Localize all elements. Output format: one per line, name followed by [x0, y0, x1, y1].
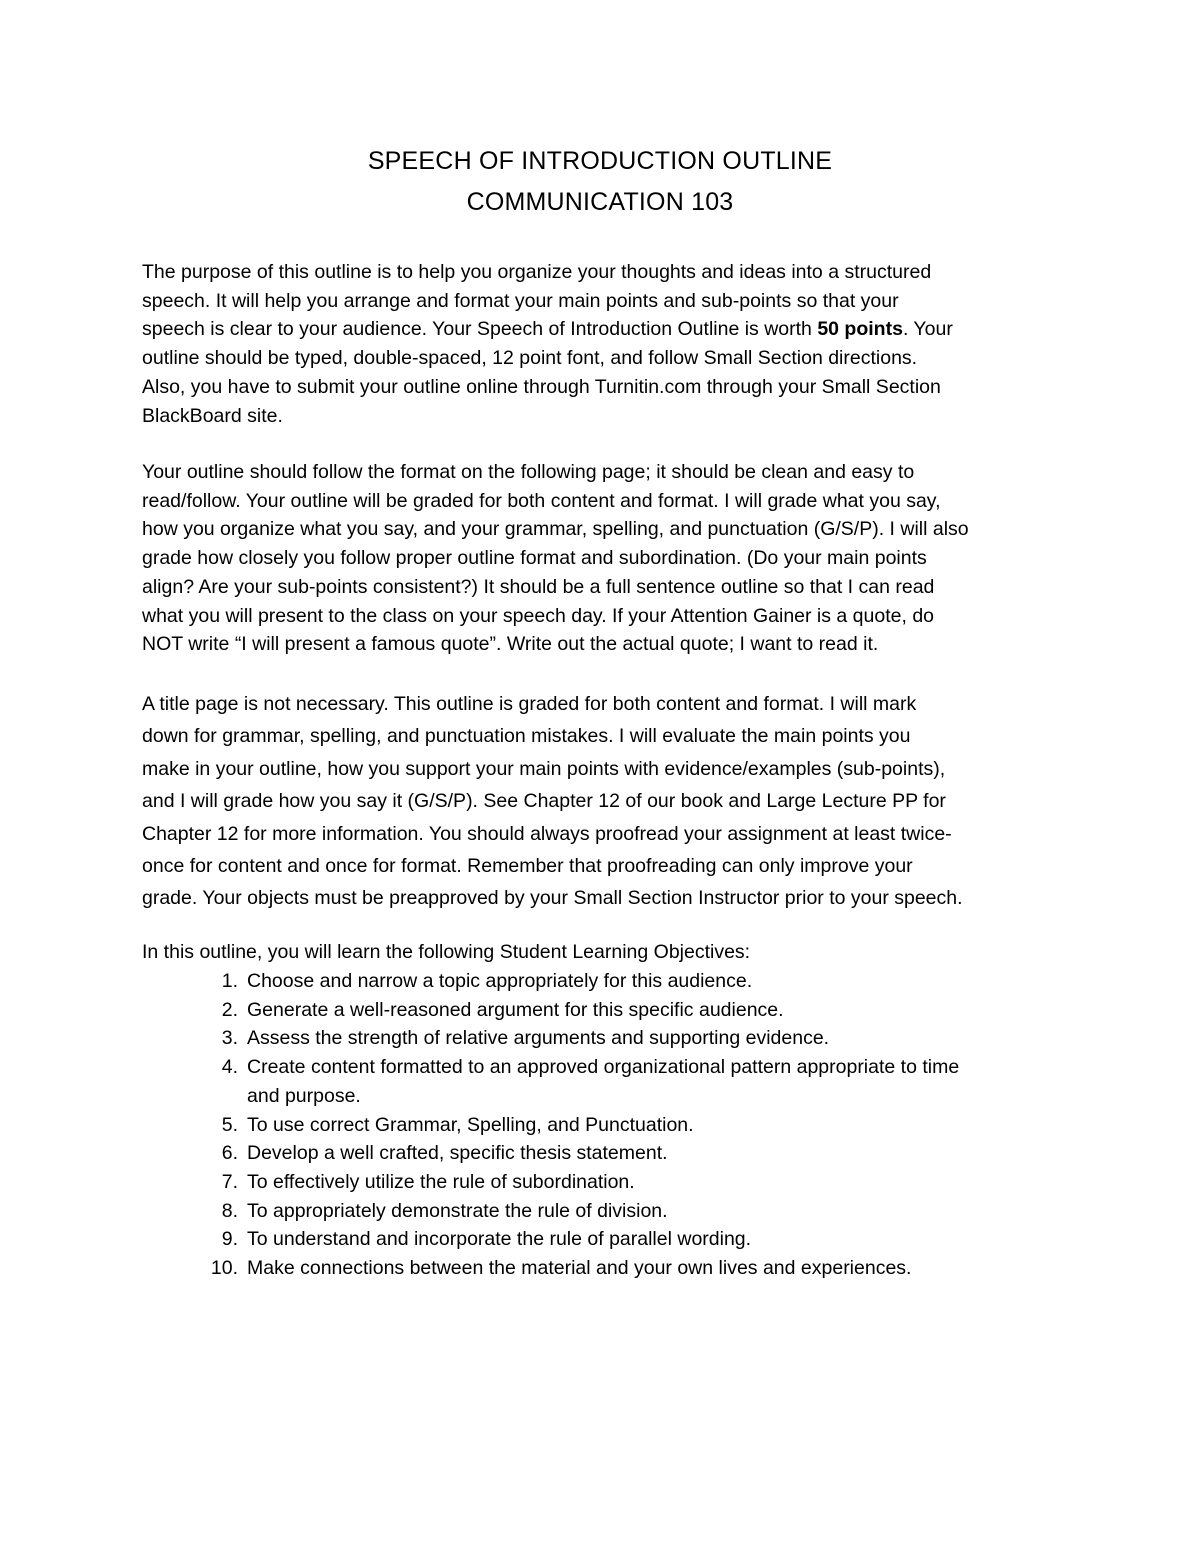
paragraph-line: and I will grade how you say it (G/S/P). See Chapter 12 of our book and Large Lecture PP for — [142, 790, 946, 813]
list-number: 4. — [221, 1056, 238, 1079]
list-item-text: Generate a well-reasoned argument for this specific audience. — [247, 998, 784, 1021]
objectives-list — [142, 967, 1062, 1283]
list-item — [142, 1197, 1062, 1226]
list-item-continuation: and purpose. — [247, 1084, 361, 1107]
list-item-text: Create content formatted to an approved organizational pattern appropriate to time — [247, 1056, 960, 1079]
list-item-text: Choose and narrow a topic appropriately for this audience. — [247, 970, 753, 992]
objectives-intro — [142, 938, 1062, 967]
paragraph-text: speech is clear to your audience. Your Speech of Introduction Outline is worth — [142, 318, 818, 341]
paragraph-line: Also, you have to submit your outline online through Turnitin.com through your Small Section — [142, 375, 941, 398]
list-item-text: To use correct Grammar, Spelling, and Punctuation. — [247, 1113, 694, 1136]
paragraph-line: how you organize what you say, and your grammar, spelling, and punctuation (G/S/P). I will also — [142, 518, 969, 541]
paragraph-line: NOT write “I will present a famous quote”. Write out the actual quote; I want to read it. — [142, 633, 879, 656]
list-item-text: Develop a well crafted, specific thesis statement. — [247, 1142, 668, 1165]
paragraph-line: once for content and once for format. Remember that proofreading can only improve your — [142, 855, 913, 878]
paragraph-line: The purpose of this outline is to help you organize your thoughts and ideas into a structured — [142, 261, 932, 283]
list-number: 10. — [210, 1257, 238, 1280]
paragraph-line: BlackBoard site. — [142, 404, 283, 427]
list-item — [142, 996, 1062, 1025]
list-item-text: To appropriately demonstrate the rule of division. — [247, 1199, 668, 1222]
list-number: 7. — [221, 1170, 238, 1193]
paragraph-line: grade how closely you follow proper outline format and subordination. (Do your main points — [142, 547, 927, 570]
document-title: SPEECH OF INTRODUCTION OUTLINE — [367, 147, 833, 175]
list-number: 5. — [221, 1113, 238, 1136]
paragraph-line: read/follow. Your outline will be graded for both content and format. I will grade what you say, — [142, 489, 941, 512]
list-item — [142, 1024, 1062, 1053]
list-item-text: To understand and incorporate the rule of parallel wording. — [247, 1228, 752, 1251]
list-item — [142, 1053, 1062, 1110]
list-item — [142, 1225, 1062, 1254]
list-number: 9. — [221, 1228, 238, 1251]
list-item-text: Assess the strength of relative arguments and supporting evidence. — [247, 1027, 830, 1050]
paragraph-line: Chapter 12 for more information. You should always proofread your assignment at least twice- — [142, 822, 952, 845]
paragraph-line: speech. It will help you arrange and format your main points and sub-points so that your — [142, 289, 899, 312]
list-item — [142, 1111, 1062, 1140]
grading-paragraph — [142, 688, 1062, 915]
list-number: 2. — [221, 998, 238, 1021]
format-paragraph — [142, 458, 1062, 659]
course-title: COMMUNICATION 103 — [466, 188, 734, 216]
paragraph-line: Your outline should follow the format on the following page; it should be clean and easy to — [142, 461, 915, 483]
list-number: 3. — [221, 1027, 238, 1050]
paragraph-text: . Your — [902, 318, 953, 341]
list-item-text: Make connections between the material and your own lives and experiences. — [247, 1257, 912, 1280]
purpose-paragraph — [142, 258, 1062, 430]
list-item-text: To effectively utilize the rule of subordination. — [247, 1170, 635, 1193]
paragraph-line — [142, 315, 1062, 344]
paragraph-line: align? Are your sub-points consistent?) It should be a full sentence outline so that I can read — [142, 575, 935, 598]
paragraph-line: In this outline, you will learn the following Student Learning Objectives: — [142, 941, 751, 963]
paragraph-line: A title page is not necessary. This outline is graded for both content and format. I will mark — [142, 693, 917, 715]
list-item — [142, 1139, 1062, 1168]
list-number: 1. — [221, 970, 238, 992]
list-item — [142, 967, 1062, 996]
paragraph-line: down for grammar, spelling, and punctuation mistakes. I will evaluate the main points you — [142, 725, 911, 748]
paragraph-line: make in your outline, how you support your main points with evidence/examples (sub-points), — [142, 757, 946, 780]
paragraph-line: grade. Your objects must be preapproved by your Small Section Instructor prior to your speech. — [142, 887, 963, 910]
list-item — [142, 1254, 1062, 1283]
list-number: 6. — [221, 1142, 238, 1165]
list-item — [142, 1168, 1062, 1197]
paragraph-line: outline should be typed, double-spaced, 12 point font, and follow Small Section directions. — [142, 347, 918, 370]
paragraph-line: what you will present to the class on your speech day. If your Attention Gainer is a quote, do — [142, 604, 935, 627]
list-number: 8. — [221, 1199, 238, 1222]
points-value: 50 points — [817, 318, 903, 341]
